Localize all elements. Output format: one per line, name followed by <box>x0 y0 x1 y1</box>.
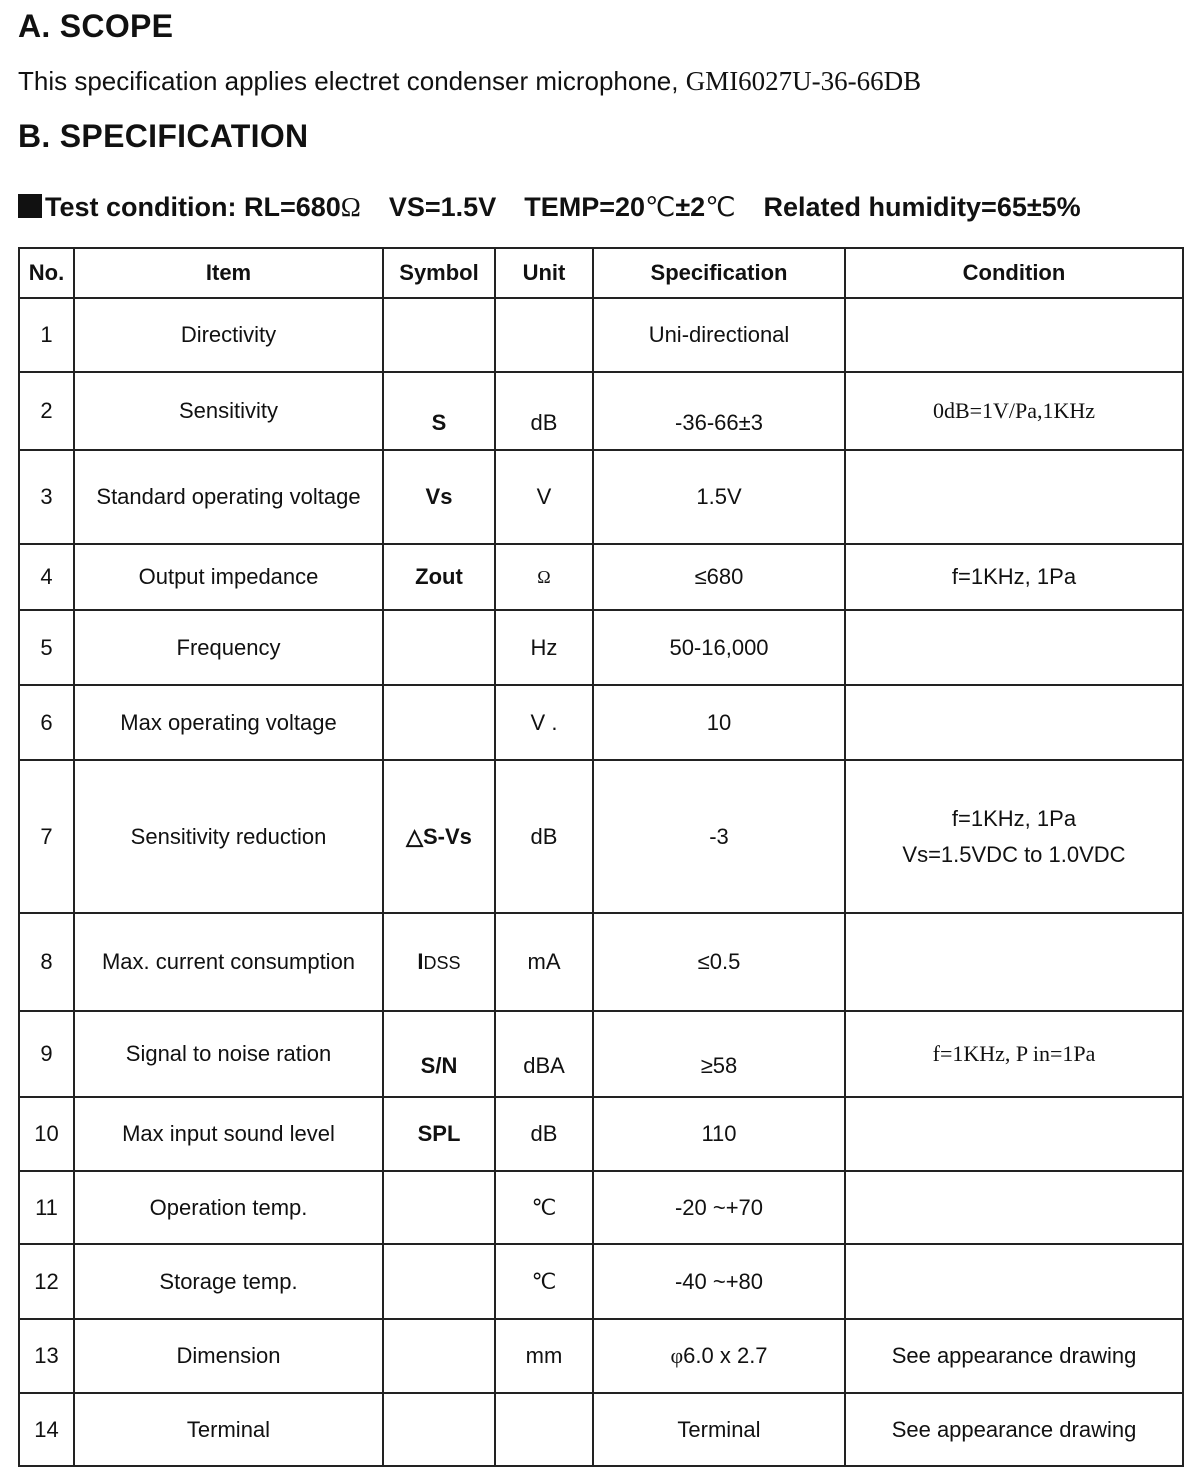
unit-text: dBA <box>523 1053 565 1078</box>
cell-unit: mA <box>495 913 593 1011</box>
cell-spec: ≤680 <box>593 544 845 610</box>
cell-no: 3 <box>19 450 74 544</box>
table-row <box>19 1244 1183 1319</box>
unit-text: dB <box>530 410 558 435</box>
ohm-symbol: Ω <box>340 192 361 222</box>
cell-symbol: Zout <box>383 544 495 610</box>
cell-unit <box>495 372 593 450</box>
cell-symbol <box>383 298 495 372</box>
cell-item: Signal to noise ration <box>74 1011 383 1097</box>
cell-spec: Uni-directional <box>593 298 845 372</box>
table-header-row <box>19 248 1183 298</box>
cell-unit: mm <box>495 1319 593 1393</box>
test-condition-vs: VS=1.5V <box>388 192 497 222</box>
header-unit: Unit <box>495 248 593 298</box>
cell-item: Max operating voltage <box>74 685 383 760</box>
cell-symbol <box>383 1011 495 1097</box>
cell-item: Max input sound level <box>74 1097 383 1171</box>
cell-unit: Hz <box>495 610 593 685</box>
cell-spec <box>593 1011 845 1097</box>
header-no: No. <box>19 248 74 298</box>
test-condition-line <box>18 192 1081 223</box>
cell-item: Standard operating voltage <box>74 450 383 544</box>
cell-no: 13 <box>19 1319 74 1393</box>
cell-unit: Ω <box>495 544 593 610</box>
cell-item: Output impedance <box>74 544 383 610</box>
cell-unit: V . <box>495 685 593 760</box>
cell-symbol <box>383 1171 495 1244</box>
cell-condition <box>845 760 1183 913</box>
symbol-subscript: DSS <box>423 953 461 973</box>
cell-no: 5 <box>19 610 74 685</box>
degree-symbol: ℃ <box>705 192 736 222</box>
table-row <box>19 1319 1183 1393</box>
test-condition-humidity: Related humidity=65±5% <box>763 192 1081 222</box>
cell-item: Sensitivity <box>74 372 383 450</box>
cell-no: 4 <box>19 544 74 610</box>
cell-no: 10 <box>19 1097 74 1171</box>
cell-item: Frequency <box>74 610 383 685</box>
table-row <box>19 372 1183 450</box>
condition-line-1: f=1KHz, 1Pa <box>951 805 1077 831</box>
table-row <box>19 760 1183 913</box>
scope-sentence: This specification applies electret condenser microphone, <box>18 66 686 96</box>
cell-spec <box>593 1319 845 1393</box>
section-a-heading: A. SCOPE <box>18 8 174 44</box>
header-condition: Condition <box>845 248 1183 298</box>
cell-symbol <box>383 372 495 450</box>
cell-spec: 50-16,000 <box>593 610 845 685</box>
table-row <box>19 685 1183 760</box>
condition-line-2: Vs=1.5VDC to 1.0VDC <box>902 841 1126 867</box>
cell-unit <box>495 1393 593 1466</box>
cell-symbol: Vs <box>383 450 495 544</box>
cell-spec: Terminal <box>593 1393 845 1466</box>
cell-condition <box>845 1097 1183 1171</box>
specification-table <box>18 247 1184 1467</box>
cell-no: 12 <box>19 1244 74 1319</box>
cell-symbol <box>383 610 495 685</box>
table-row <box>19 544 1183 610</box>
cell-spec: 110 <box>593 1097 845 1171</box>
cell-condition <box>845 1244 1183 1319</box>
table-row <box>19 913 1183 1011</box>
cell-unit: dB <box>495 1097 593 1171</box>
cell-condition <box>845 1171 1183 1244</box>
model-number: GMI6027U-36-66DB <box>685 66 922 96</box>
cell-spec: -40 ~+80 <box>593 1244 845 1319</box>
header-specification: Specification <box>593 248 845 298</box>
cell-item: Directivity <box>74 298 383 372</box>
cell-unit: V <box>495 450 593 544</box>
cell-item: Sensitivity reduction <box>74 760 383 913</box>
table-row <box>19 1171 1183 1244</box>
cell-no: 11 <box>19 1171 74 1244</box>
cell-spec: -20 ~+70 <box>593 1171 845 1244</box>
table-row <box>19 610 1183 685</box>
cell-spec <box>593 372 845 450</box>
cell-condition <box>845 298 1183 372</box>
cell-no: 6 <box>19 685 74 760</box>
header-symbol: Symbol <box>383 248 495 298</box>
phi-symbol: φ <box>670 1343 684 1368</box>
cell-symbol <box>383 913 495 1011</box>
table-row <box>19 1097 1183 1171</box>
cell-symbol: SPL <box>383 1097 495 1171</box>
test-condition-tolerance: ±2 <box>675 192 706 222</box>
cell-condition: 0dB=1V/Pa,1KHz <box>845 372 1183 450</box>
cell-no: 9 <box>19 1011 74 1097</box>
degree-symbol: ℃ <box>645 192 676 222</box>
test-condition-rl: RL=680 <box>243 192 341 222</box>
cell-unit <box>495 1011 593 1097</box>
spec-text: ≥58 <box>700 1053 738 1078</box>
cell-condition <box>845 610 1183 685</box>
table-row <box>19 1393 1183 1466</box>
table-row <box>19 1011 1183 1097</box>
cell-spec: -3 <box>593 760 845 913</box>
cell-symbol <box>383 1319 495 1393</box>
cell-condition <box>845 685 1183 760</box>
cell-no: 14 <box>19 1393 74 1466</box>
cell-item: Operation temp. <box>74 1171 383 1244</box>
cell-unit: ℃ <box>495 1171 593 1244</box>
cell-spec: 10 <box>593 685 845 760</box>
cell-symbol: △S-Vs <box>383 760 495 913</box>
cell-no: 8 <box>19 913 74 1011</box>
cell-condition: See appearance drawing <box>845 1319 1183 1393</box>
cell-item: Storage temp. <box>74 1244 383 1319</box>
cell-symbol <box>383 1244 495 1319</box>
header-item: Item <box>74 248 383 298</box>
cell-condition <box>845 450 1183 544</box>
cell-unit <box>495 298 593 372</box>
black-square-icon <box>18 194 42 218</box>
spec-text: -36-66±3 <box>675 410 763 435</box>
cell-symbol <box>383 1393 495 1466</box>
cell-no: 1 <box>19 298 74 372</box>
symbol-text: S <box>431 410 447 435</box>
symbol-text: I <box>417 949 424 974</box>
symbol-text: S/N <box>420 1053 458 1078</box>
cell-condition: See appearance drawing <box>845 1393 1183 1466</box>
section-b-heading: B. SPECIFICATION <box>18 118 309 154</box>
cell-condition: f=1KHz, P in=1Pa <box>845 1011 1183 1097</box>
spec-text: 6.0 x 2.7 <box>683 1343 768 1368</box>
cell-symbol <box>383 685 495 760</box>
cell-spec: 1.5V <box>593 450 845 544</box>
cell-spec: ≤0.5 <box>593 913 845 1011</box>
test-condition-temp: TEMP=20 <box>524 192 646 222</box>
scope-text <box>18 66 921 97</box>
cell-item: Terminal <box>74 1393 383 1466</box>
test-condition-label: Test condition: <box>45 192 244 222</box>
cell-unit: dB <box>495 760 593 913</box>
cell-item: Max. current consumption <box>74 913 383 1011</box>
table-row <box>19 298 1183 372</box>
cell-condition: f=1KHz, 1Pa <box>845 544 1183 610</box>
cell-item: Dimension <box>74 1319 383 1393</box>
cell-unit: ℃ <box>495 1244 593 1319</box>
cell-no: 2 <box>19 372 74 450</box>
table-row <box>19 450 1183 544</box>
cell-condition <box>845 913 1183 1011</box>
cell-no: 7 <box>19 760 74 913</box>
